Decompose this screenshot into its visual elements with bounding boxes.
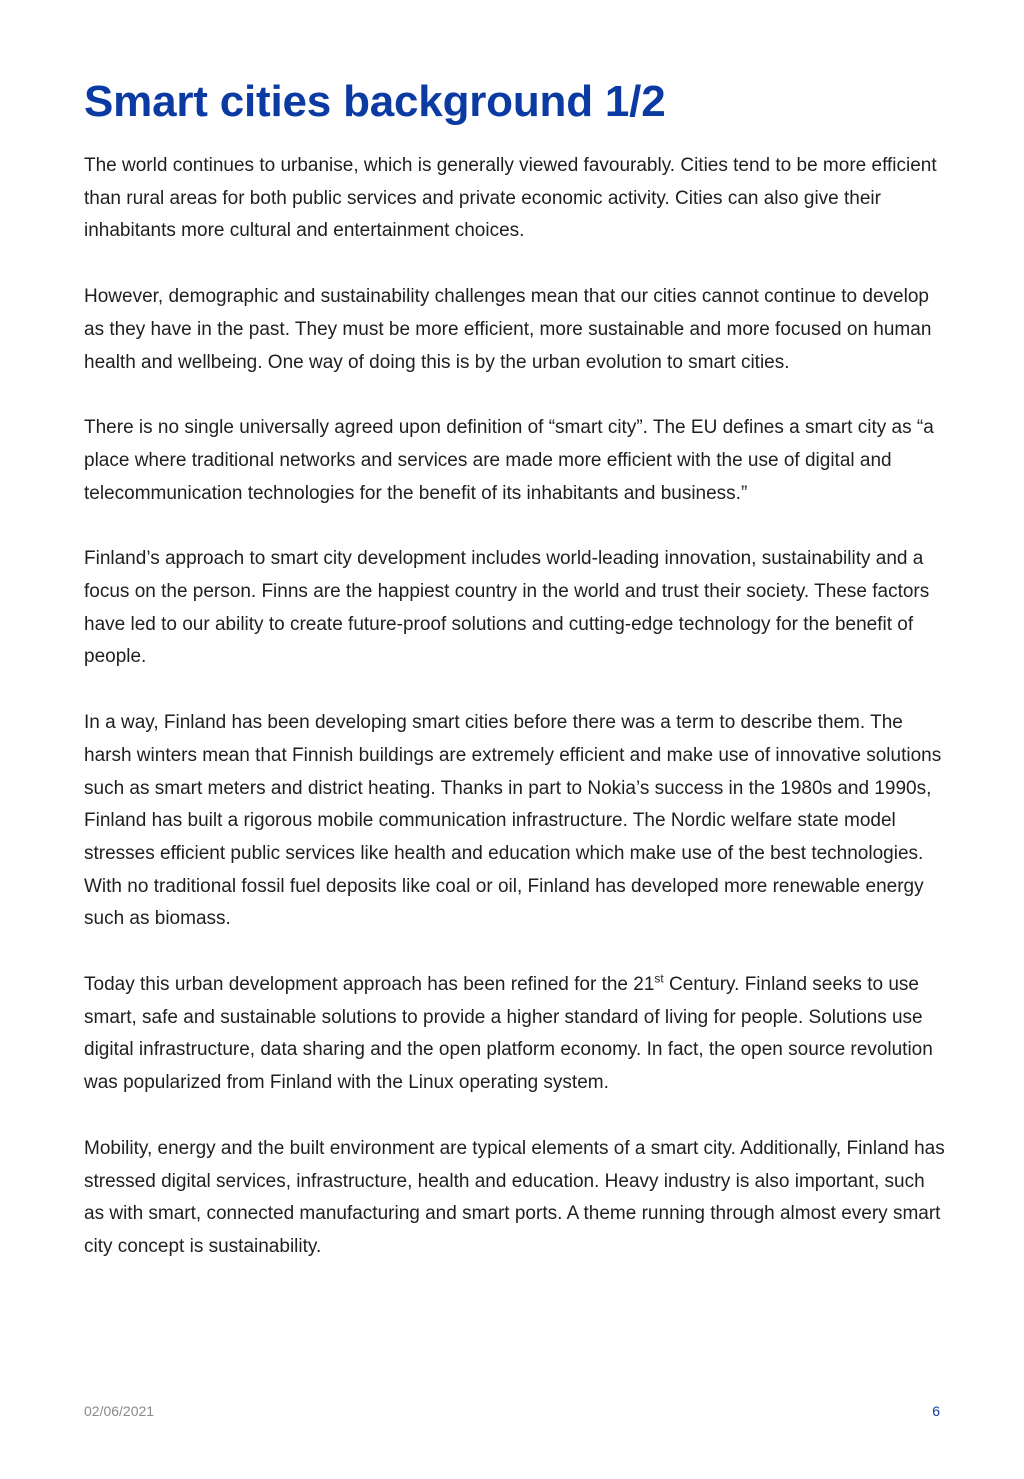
page-title: Smart cities background 1/2	[84, 77, 666, 126]
page-number: 6	[932, 1403, 940, 1419]
ordinal-superscript: st	[654, 971, 664, 986]
paragraph-challenges: However, demographic and sustainability challenges mean that our cities cannot continue to develop as they have in the past. They must be more efficient, more sustainable and more focused on human health and wellbeing. One way of doing this is by the urban evolution to smart cities.	[84, 286, 932, 373]
body-text	[84, 150, 946, 1297]
paragraph-21st-century	[84, 969, 946, 1100]
paragraph-definition: There is no single universally agreed upon definition of “smart city”. The EU defines a smart city as “a place where traditional networks and services are made more efficient with the use of digital and telecommunication technologies for the benefit of its inhabitants and business.”	[84, 417, 934, 504]
paragraph-finland-history: In a way, Finland has been developing smart cities before there was a term to describe them. The harsh winters mean that Finnish buildings are extremely efficient and make use of innovative solutions such as smart meters and district heating. Thanks in part to Nokia’s success in the 1980s and 1990s, Finland has built a rigorous mobile communication infrastructure. The Nordic welfare state model stresses efficient public services like health and education which make use of the best technologies. With no traditional fossil fuel deposits like coal or oil, Finland has developed more renewable energy such as biomass.	[84, 712, 942, 930]
paragraph-finland-approach: Finland’s approach to smart city development includes world-leading innovation, sustainability and a focus on the person. Finns are the happiest country in the world and trust their society. These factors have led to our ability to create future-proof solutions and cutting-edge technology for the benefit of people.	[84, 548, 930, 668]
paragraph-smart-city-elements: Mobility, energy and the built environment are typical elements of a smart city. Additionally, Finland has stressed digital services, infrastructure, health and education. Heavy industry is also important, such as with smart, connected manufacturing and smart ports. A theme running through almost every smart city concept is sustainability.	[84, 1137, 945, 1257]
paragraph-21st-century-part2: Century. Finland seeks to use smart, safe and sustainable solutions to provide a higher standard of living for people. Solutions use digital infrastructure, data sharing and the open platform economy. In fact, the open source revolution was popularized from Finland with the Linux operating system.	[84, 974, 933, 1094]
footer-date: 02/06/2021	[84, 1403, 155, 1419]
paragraph-21st-century-part1: Today this urban development approach has been refined for the 21	[84, 974, 655, 996]
paragraph-urbanisation: The world continues to urbanise, which is generally viewed favourably. Cities tend to be more efficient than rural areas for both public services and private economic activity. Cities can also give their inhabitants more cultural and entertainment choices.	[84, 155, 937, 242]
